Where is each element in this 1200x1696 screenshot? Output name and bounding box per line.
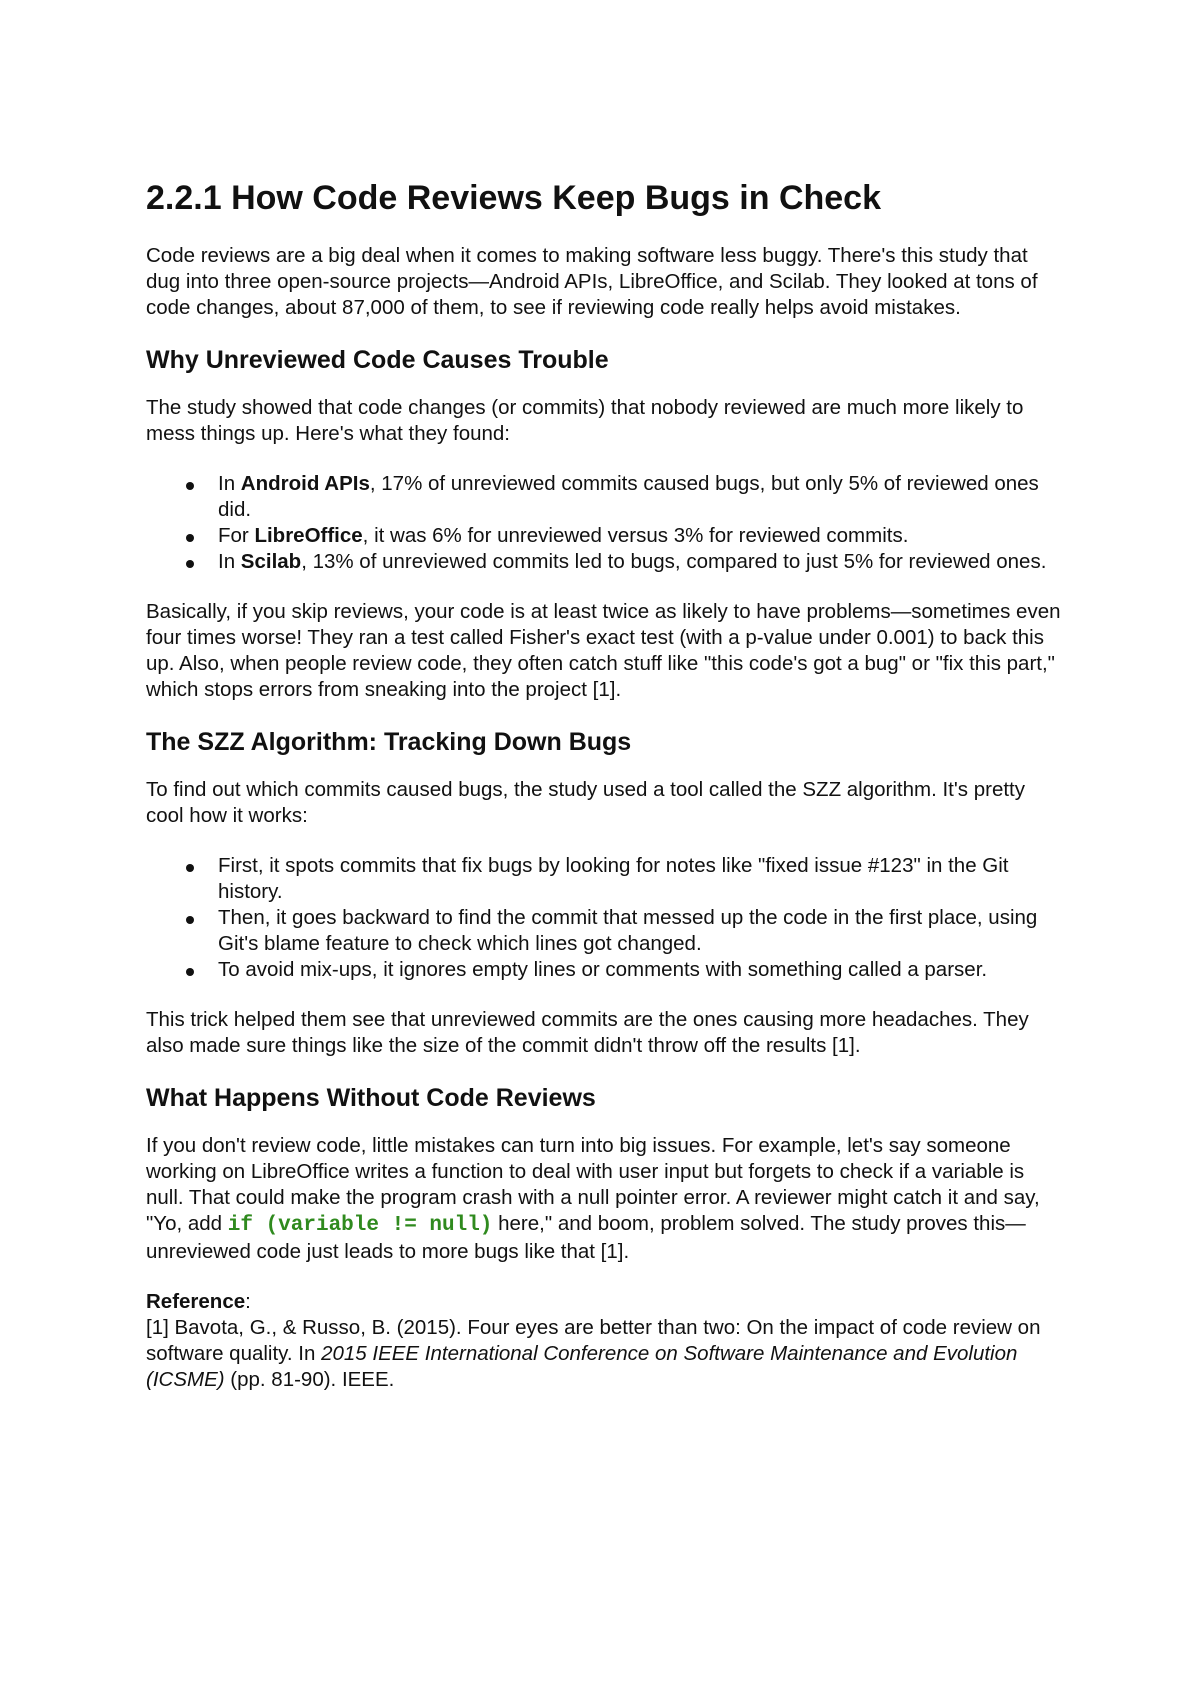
list-item: To avoid mix-ups, it ignores empty lines or comments with something called a parser. [146, 957, 1066, 983]
bullet-icon [186, 482, 194, 490]
szz-steps-list [146, 853, 1066, 983]
bullet-icon [186, 968, 194, 976]
bullet-icon [186, 864, 194, 872]
bullet-icon [186, 560, 194, 568]
project-name: Scilab [240, 549, 302, 573]
section1-paragraph: The study showed that code changes (or commits) that nobody reviewed are much more likely to mess things up. Here's what they found: [146, 395, 1024, 445]
bullet-icon [186, 916, 194, 924]
findings-list [146, 471, 1066, 575]
page-title: 2.2.1 How Code Reviews Keep Bugs in Check [146, 179, 882, 217]
section-heading-without-reviews: What Happens Without Code Reviews [146, 1083, 596, 1112]
intro-paragraph: Code reviews are a big deal when it comes to making software less buggy. There's this study that dug into three open-source projects—Android APIs, LibreOffice, and Scilab. They looked at tons of code changes, about 87,000 of them, to see if reviewing code really helps avoid mistakes. [146, 243, 1038, 319]
code-snippet: if (variable != null) [227, 1213, 493, 1237]
section1-summary-paragraph: Basically, if you skip reviews, your code is at least twice as likely to have problems—sometimes even four times worse! They ran a test called Fisher's exact test (with a p-value under 0.001) to back this up. Also, when people review code, they often catch stuff like "this code's got a bug" or "fix this part," which stops errors from sneaking into the project [1]. [146, 599, 1061, 701]
project-name: LibreOffice [254, 523, 363, 547]
section3-paragraph: If you don't review code, little mistakes can turn into big issues. For example, let's say someone working on LibreOffice writes a function to deal with user input but forgets to check if a variable is null. That could make the program crash with a null pointer error. A reviewer might catch it and say, "Yo, add if (variable != null) here," and boom, problem solved. The study proves this—unreviewed code just leads to more bugs like that [1]. [146, 1133, 1040, 1263]
list-item: In Scilab, 13% of unreviewed commits led to bugs, compared to just 5% for reviewed ones. [146, 549, 1066, 575]
section-heading-szz: The SZZ Algorithm: Tracking Down Bugs [146, 727, 632, 756]
conference-name: 2015 IEEE International Conference on Software Maintenance and Evolution (ICSME) [146, 1341, 1018, 1391]
section2-paragraph: To find out which commits caused bugs, the study used a tool called the SZZ algorithm. It's pretty cool how it works: [146, 777, 1026, 827]
list-item: First, it spots commits that fix bugs by looking for notes like "fixed issue #123" in the Git history. [146, 853, 1066, 905]
bullet-icon [186, 534, 194, 542]
section2-summary-paragraph: This trick helped them see that unreviewed commits are the ones causing more headaches. They also made sure things like the size of the commit didn't throw off the results [1]. [146, 1007, 1029, 1057]
document-page [146, 178, 1066, 1393]
list-item: For LibreOffice, it was 6% for unreviewed versus 3% for reviewed commits. [146, 523, 1066, 549]
list-item: In Android APIs, 17% of unreviewed commits caused bugs, but only 5% of reviewed ones did. [146, 471, 1066, 523]
reference-heading: Reference: [146, 1289, 251, 1313]
project-name: Android APIs [240, 471, 370, 495]
section-heading-unreviewed: Why Unreviewed Code Causes Trouble [146, 345, 609, 374]
list-item: Then, it goes backward to find the commit that messed up the code in the first place, using Git's blame feature to check which lines got changed. [146, 905, 1066, 957]
reference-citation: [1] Bavota, G., & Russo, B. (2015). Four eyes are better than two: On the impact of code review on software quality. In 2015 IEEE International Conference on Software Maintenance and Evolution (ICSME) (pp. 81-90). IEEE. [146, 1315, 1041, 1391]
